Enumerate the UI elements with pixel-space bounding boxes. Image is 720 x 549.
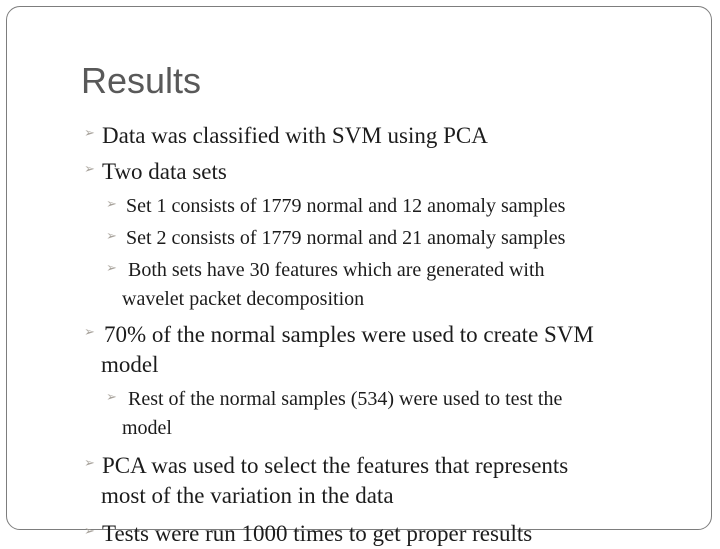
bullet-text: Tests were run 1000 times to get proper results (102, 521, 533, 546)
bullet-text-continuation: wavelet packet decomposition (122, 288, 365, 310)
bullet-text-continuation: model (122, 417, 172, 439)
bullet-icon: ➢ (106, 390, 117, 405)
bullet-text: Two data sets (102, 159, 227, 184)
bullet-icon: ➢ (84, 325, 95, 340)
bullet-icon: ➢ (106, 197, 117, 212)
bullet-icon: ➢ (84, 456, 95, 471)
bullet-icon: ➢ (84, 126, 95, 141)
bullet-text: Rest of the normal samples (534) were used to test the (128, 388, 563, 410)
bullet-text-continuation: most of the variation in the data (101, 483, 394, 508)
bullet-text: Both sets have 30 features which are generated with (128, 259, 545, 281)
bullet-text: 70% of the normal samples were used to create SVM (104, 322, 594, 347)
bullet-text: Set 2 consists of 1779 normal and 21 anomaly samples (126, 227, 566, 249)
slide-title: Results (81, 60, 202, 101)
bullet-text: PCA was used to select the features that represents (102, 453, 569, 478)
bullet-icon: ➢ (84, 524, 95, 539)
bullet-icon: ➢ (84, 162, 95, 177)
bullet-text-continuation: model (101, 352, 159, 377)
bullet-icon: ➢ (106, 261, 117, 276)
bullet-text: Data was classified with SVM using PCA (102, 123, 488, 148)
bullet-icon: ➢ (106, 229, 117, 244)
bullet-text: Set 1 consists of 1779 normal and 12 anomaly samples (126, 195, 566, 217)
